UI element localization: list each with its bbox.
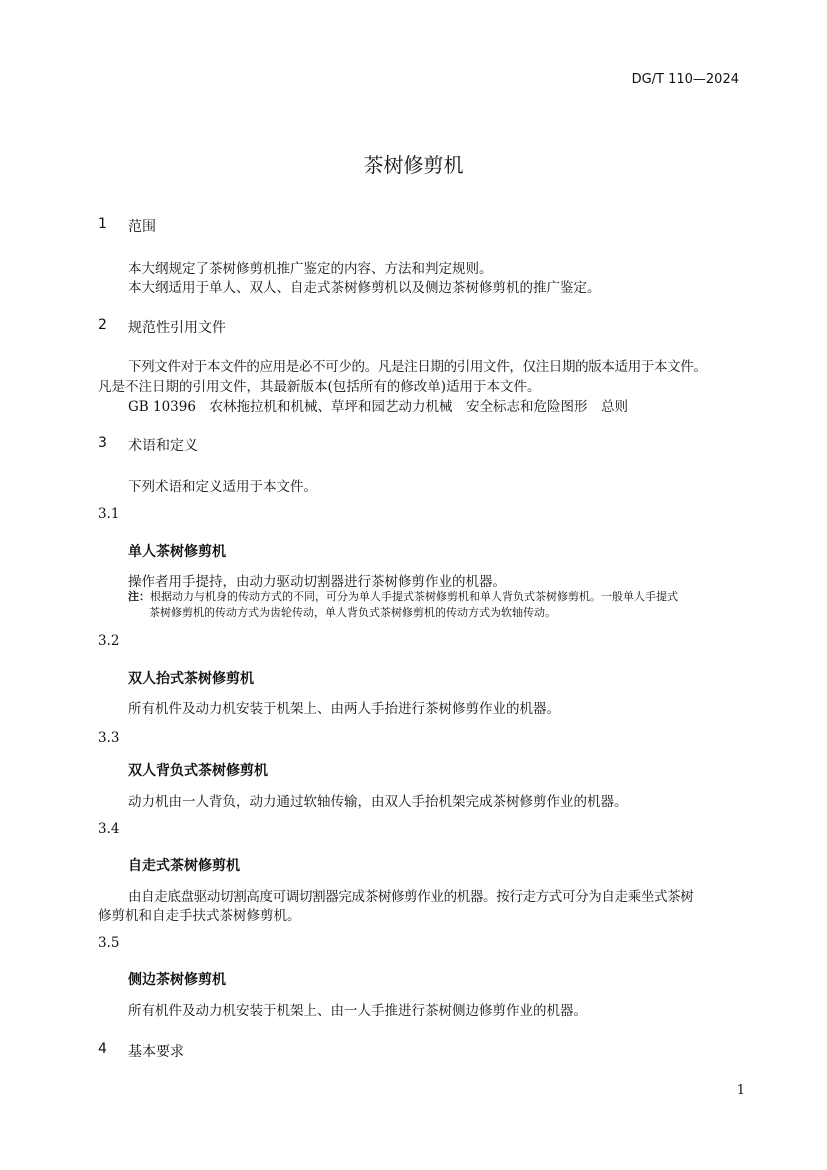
term-3-5-definition: 所有机件及动力机安装于机架上、由一人手推进行茶树侧边修剪作业的机器。 (128, 1003, 587, 1019)
term-3-2-name: 双人抬式茶树修剪机 (128, 671, 254, 687)
page-number: 1 (736, 1083, 745, 1098)
section-1-number: 1 (98, 216, 107, 232)
term-3-2-number: 3.2 (98, 633, 120, 649)
section-4-number: 4 (98, 1041, 107, 1057)
section-1-title: 范围 (128, 219, 156, 235)
term-3-4-number: 3.4 (98, 821, 120, 837)
term-3-3-definition: 动力机由一人背负，动力通过软轴传输，由双人手抬机架完成茶树修剪作业的机器。 (128, 794, 628, 810)
section-3-intro: 下列术语和定义适用于本文件。 (128, 479, 317, 495)
term-3-5-number: 3.5 (98, 935, 120, 951)
term-3-2-definition: 所有机件及动力机安装于机架上、由两人手抬进行茶树修剪作业的机器。 (128, 701, 560, 717)
section-3-number: 3 (98, 435, 107, 451)
section-1-paragraph-2: 本大纲适用于单人、双人、自走式茶树修剪机以及侧边茶树修剪机的推广鉴定。 (128, 280, 601, 296)
term-3-4-definition-line-2: 修剪机和自走手扶式茶树修剪机。 (98, 908, 301, 924)
term-3-5-name: 侧边茶树修剪机 (128, 972, 226, 988)
term-3-1-definition: 操作者用手提持，由动力驱动切割器进行茶树修剪作业的机器。 (128, 574, 506, 590)
section-2-paragraph-line-2: 凡是不注日期的引用文件，其最新版本(包括所有的修改单)适用于本文件。 (98, 379, 541, 395)
section-2-number: 2 (98, 317, 107, 333)
section-2-paragraph-line-1: 下列文件对于本文件的应用是必不可少的。凡是注日期的引用文件，仅注日期的版本适用于本文件。 (128, 359, 707, 375)
document-title: 茶树修剪机 (363, 153, 464, 177)
section-3-title: 术语和定义 (128, 438, 198, 454)
term-3-1-name: 单人茶树修剪机 (128, 544, 226, 560)
section-2-title: 规范性引用文件 (128, 320, 226, 336)
section-4-title: 基本要求 (128, 1044, 184, 1060)
term-3-4-name: 自走式茶树修剪机 (128, 858, 240, 874)
note-line-1: 根据动力与机身的传动方式的不同，可分为单人手提式茶树修剪机和单人背负式茶树修剪机。一般单人手提式 (150, 590, 678, 603)
term-3-3-name: 双人背负式茶树修剪机 (128, 763, 268, 779)
section-1-paragraph-1: 本大纲规定了茶树修剪机推广鉴定的内容、方法和判定规则。 (128, 261, 493, 277)
term-3-1-number: 3.1 (98, 506, 120, 522)
normative-reference: GB 10396 农林拖拉机和机械、草坪和园艺动力机械 安全标志和危险图形 总则 (128, 399, 628, 415)
note-line-2: 茶树修剪机的传动方式为齿轮传动，单人背负式茶树修剪机的传动方式为软轴传动。 (149, 606, 556, 619)
note-label: 注： (128, 590, 150, 603)
term-3-3-number: 3.3 (98, 730, 120, 746)
standard-number: DG/T 110—2024 (631, 72, 739, 87)
term-3-4-definition-line-1: 由自走底盘驱动切割高度可调切割器完成茶树修剪作业的机器。按行走方式可分为自走乘坐式茶树 (128, 889, 694, 905)
